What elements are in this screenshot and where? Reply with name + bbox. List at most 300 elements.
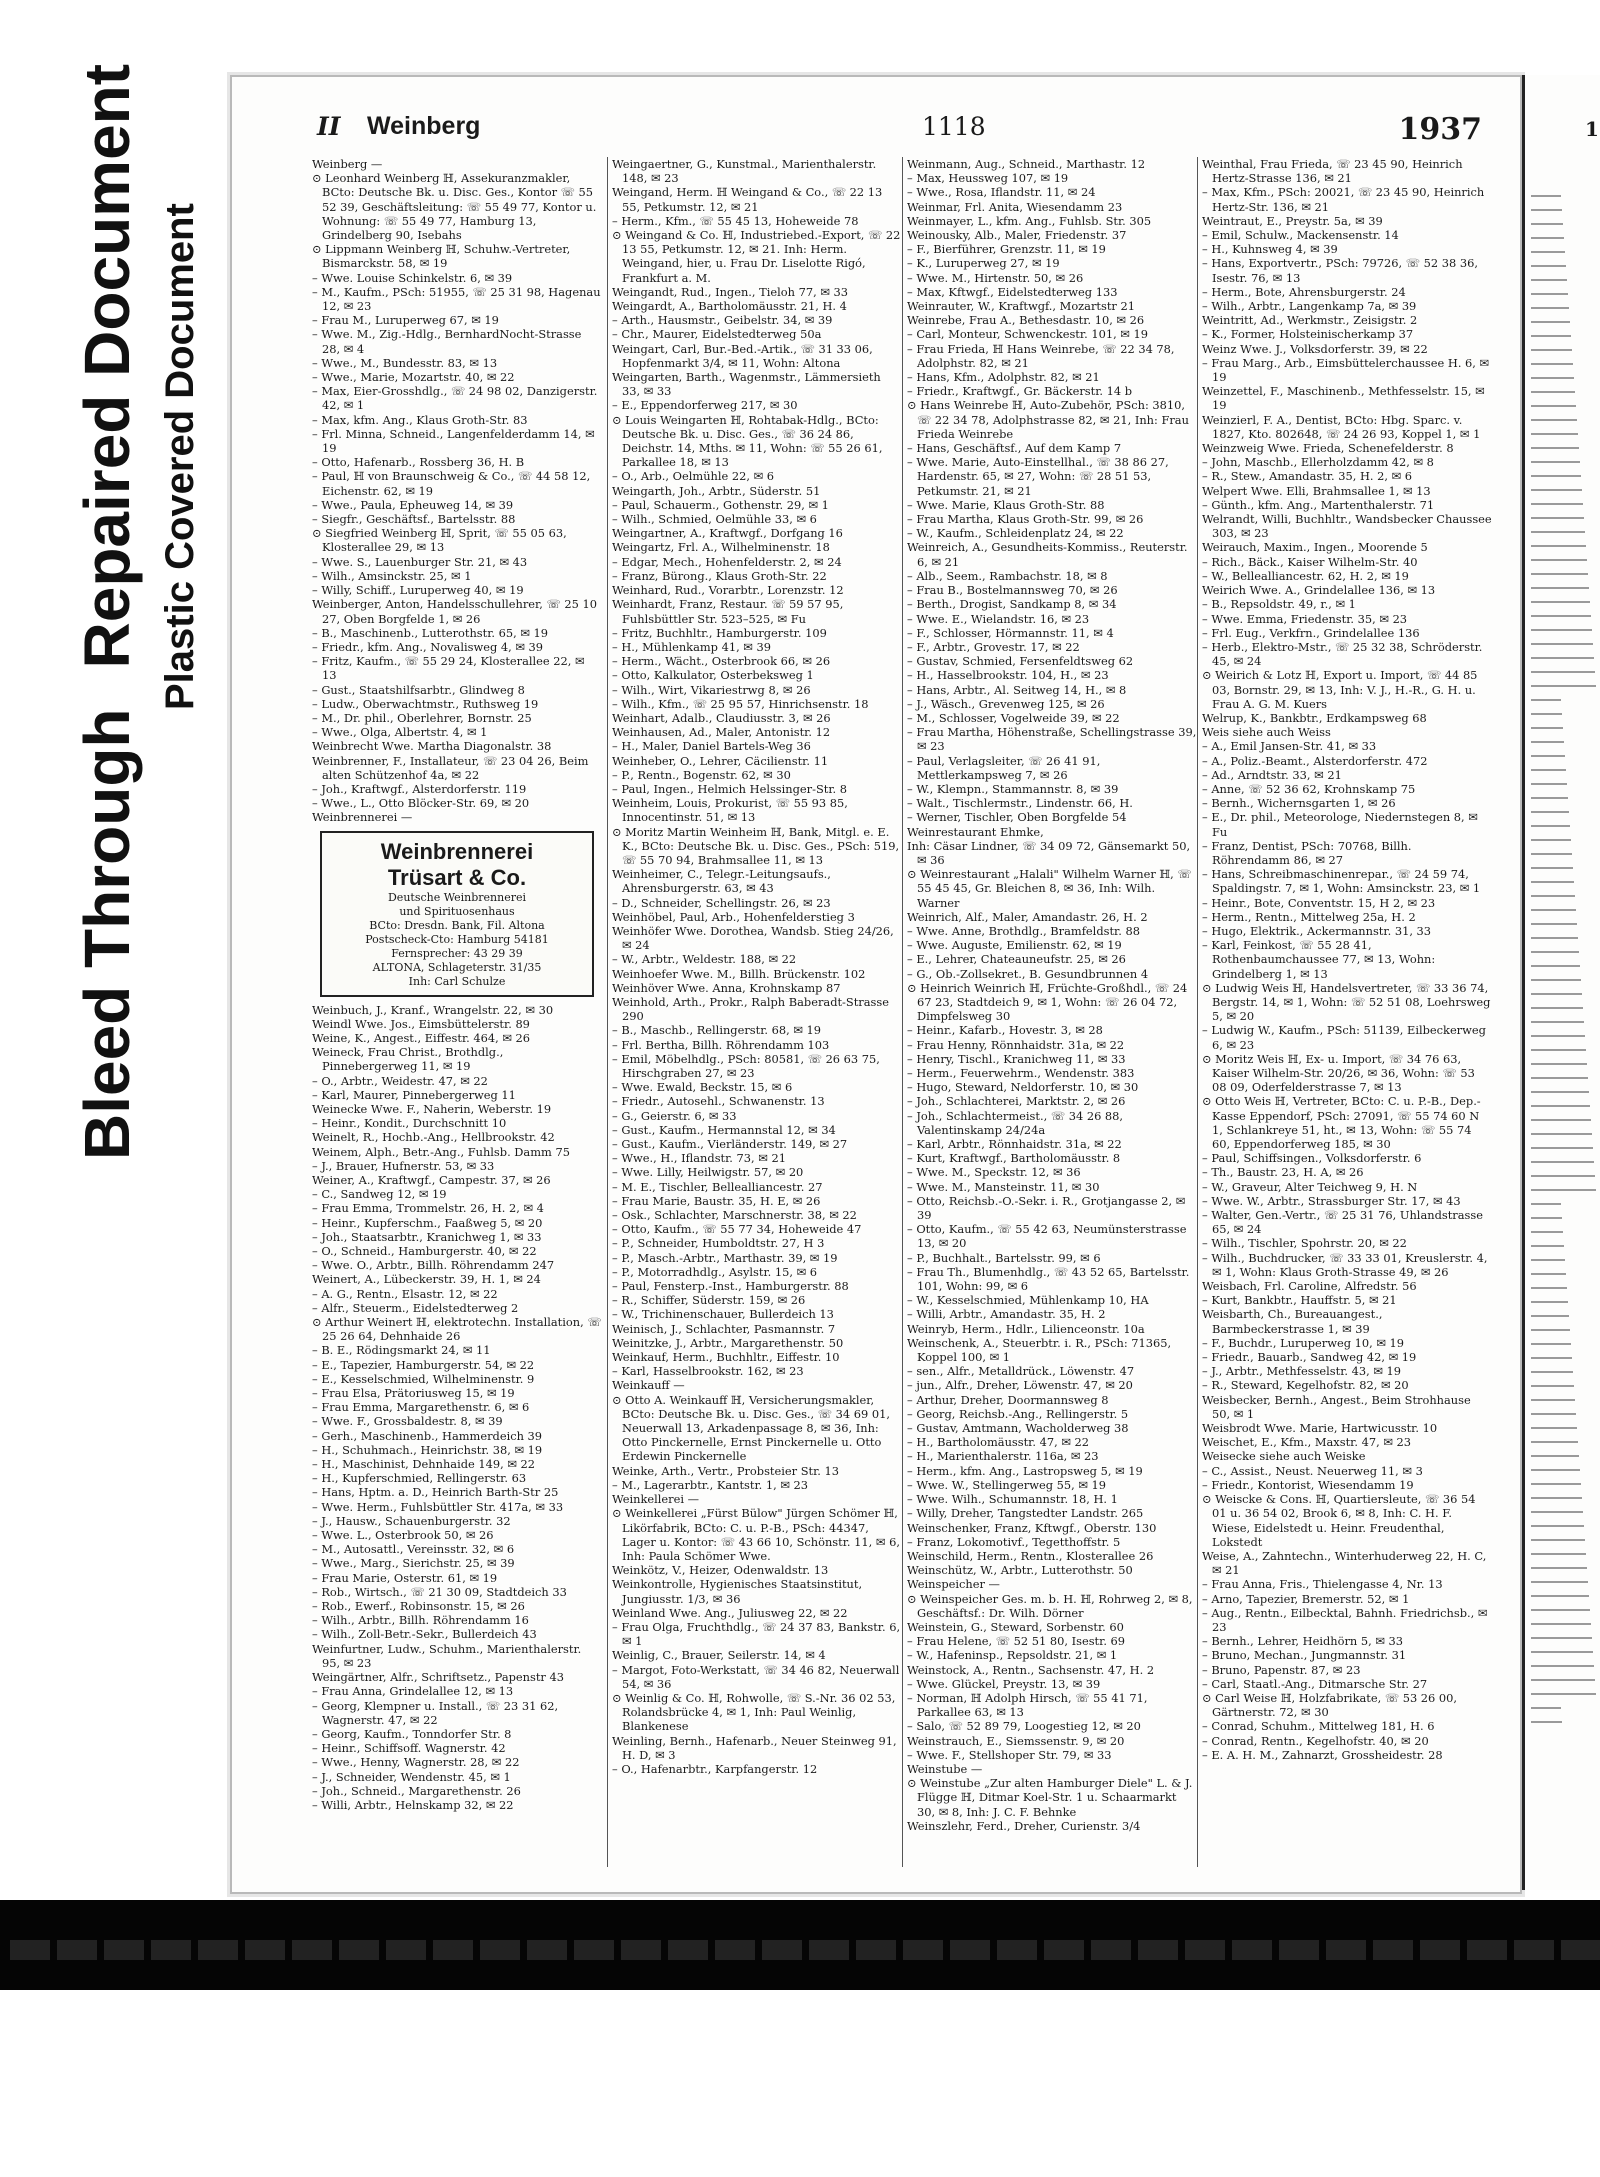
directory-entry: Weinreich, A., Gesundheits-Kommiss., Reuterstr. 6, ✉ 21 [907,540,1188,569]
directory-entry: Weinkötz, V., Heizer, Odenwaldstr. 13 [612,1563,829,1578]
directory-entry: – Karl, Maurer, Pinnebergerweg 11 [312,1087,516,1102]
directory-entry: – Henry, Tischl., Kranichweg 11, ✉ 33 [907,1051,1126,1066]
directory-entry: – Bernh., Wichernsgarten 1, ✉ 26 [1202,796,1396,811]
directory-entry: – Emil, Möbelhdlg., PSch: 80581, ☏ 26 63 75, Hirschgraben 27, ✉ 23 [612,1051,880,1080]
next-page-line [1531,1399,1575,1401]
film-perforation [1232,1940,1272,1960]
next-page-line [1531,573,1588,575]
directory-entry: – Frau M., Luruperweg 67, ✉ 19 [312,313,499,328]
directory-entry: – Heinr., Kafarb., Hovestr. 3, ✉ 28 [907,1023,1103,1038]
directory-entry: – Herm., Feuerwehrm., Wendenstr. 383 [907,1066,1135,1080]
directory-entry: – Hans, Geschäftsf., Auf dem Kamp 7 [907,441,1122,456]
directory-entry: – Conrad, Rentn., Kegelhofstr. 40, ✉ 20 [1202,1733,1429,1748]
directory-entry: – Max, Kfm., PSch: 20021, ☏ 23 45 90, Heinrich Hertz-Str. 136, ✉ 21 [1202,185,1485,214]
directory-entry: Weinzettel, F., Maschinenb., Methfesselstr. 15, ✉ 19 [1202,384,1485,413]
directory-entry: – Friedr., Kraftwgf., Gr. Bäckerstr. 14 b [907,384,1133,399]
scanned-page [230,75,1522,1894]
next-page-line [1531,1021,1584,1023]
directory-entry: – Wwe., Rosa, Iflandstr. 11, ✉ 24 [907,185,1096,200]
next-page-line [1531,1385,1574,1387]
next-page-line [1531,419,1577,421]
directory-entry: Weinrich, Alf., Maler, Amandastr. 26, H. 2 [907,909,1148,924]
directory-entry: – O., Arb., Oelmühle 22, ✉ 6 [612,469,775,484]
film-perforation [386,1940,426,1960]
film-perforation [715,1940,755,1960]
next-page-line [1531,1329,1570,1331]
film-perforation [339,1940,379,1960]
next-page-line [1531,1315,1569,1317]
next-page-line [1531,1007,1583,1009]
directory-entry: – Georg, Klempner u. Install., ☏ 23 31 62, Wagnerstr. 47, ✉ 22 [312,1698,559,1727]
next-page-line [1531,363,1573,365]
next-page-line [1531,979,1581,981]
directory-entry: Weinhoefer Wwe. M., Billh. Brückenstr. 102 [612,966,866,981]
directory-entry: – Paul, Fensterp.-Inst., Hamburgerstr. 88 [612,1279,849,1294]
directory-entry: Weinousky, Alb., Maler, Friedenstr. 37 [907,228,1127,243]
next-page-line [1531,251,1565,253]
film-perforation [1044,1940,1084,1960]
ad-line: Deutsche Weinbrennerei [387,890,527,904]
next-page-line [1531,1343,1571,1345]
film-perforation [1185,1940,1225,1960]
directory-entry: – B., Repsoldstr. 49, r., ✉ 1 [1202,597,1356,612]
directory-entry: – Wwe. M., Speckstr. 12, ✉ 36 [907,1165,1081,1180]
directory-entry: – W., Kaufm., Schleidenplatz 24, ✉ 22 [907,526,1124,541]
next-page-line [1531,279,1567,281]
directory-entry: – Ludw., Oberwachtmstr., Ruthsweg 19 [312,696,539,711]
directory-entry: – Herm., Rentn., Mittelweg 25a, H. 2 [1202,909,1416,924]
next-page-line [1531,867,1573,869]
directory-entry: – J., Schneider, Wendenstr. 45, ✉ 1 [312,1769,511,1784]
side-label-repaired-document: Repaired Document [71,63,143,669]
directory-entry: Weinfurtner, Ludw., Schuhm., Marienthalerstr. 95, ✉ 23 [312,1641,582,1670]
next-page-line [1531,1273,1566,1275]
directory-entry: – Wilh., Buchdrucker, ☏ 33 33 01, Kreuslerstr. 4, ✉ 1, Wohn: Klaus Groth-Strasse 49, ✉ 26 [1202,1250,1488,1279]
directory-entry: Weinstube — [907,1761,983,1776]
directory-entry: – Alfr., Steuerm., Eidelstedterweg 2 [312,1300,519,1315]
directory-entry: Weinspeicher — [907,1577,1000,1592]
next-page-line [1531,1287,1567,1289]
directory-entry: – Wwe. Ewald, Beckstr. 15, ✉ 6 [612,1080,793,1095]
next-page-line [1531,223,1563,225]
film-perforation [1561,1940,1600,1960]
next-page-line [1531,559,1587,561]
next-page-line [1531,1077,1588,1079]
directory-entry: – H., Hasselbrookstr. 104, H., ✉ 23 [907,668,1109,683]
film-perforation [1138,1940,1178,1960]
directory-entry: Weinzweig Wwe. Frieda, Schenefelderstr. 8 [1202,441,1454,456]
directory-entry: – Herm., Bote, Ahrensburgerstr. 24 [1202,284,1406,299]
next-page-line [1531,545,1586,547]
directory-entry: – Frl. Bertha, Billh. Röhrendamm 103 [612,1037,830,1052]
directory-entry: – H., Maschinist, Dehnhaide 149, ✉ 22 [312,1457,536,1472]
directory-entry: – Gerh., Maschinenb., Hammerdeich 39 [312,1428,543,1443]
directory-entry: Weinschild, Herm., Rentn., Klosterallee 26 [907,1548,1154,1563]
directory-entry: ⊙ Carl Weise ℍ, Holzfabrikate, ☏ 53 26 00, Gärtnerstr. 72, ✉ 30 [1202,1690,1458,1720]
next-page-line [1531,1679,1595,1681]
directory-entry: Weingandt, Rud., Ingen., Tieloh 77, ✉ 33 [612,284,848,299]
directory-entry: – Wwe. F., Stellshoper Str. 79, ✉ 33 [907,1747,1112,1762]
directory-entry: Weirauch, Maxim., Ingen., Moorende 5 [1202,540,1428,555]
directory-entry: Weinkauff — [612,1378,685,1393]
directory-entry: – B., Maschinenb., Lutterothstr. 65, ✉ 19 [312,625,549,640]
side-label-secondary [158,203,203,710]
directory-entry: – Max, Eier-Grosshdlg., ☏ 24 98 02, Danzigerstr. 42, ✉ 1 [312,384,598,413]
directory-entry: – Wwe. Marie, Auto-Einstellhal., ☏ 38 86 27, Hardenstr. 65, ✉ 27, Wohn: ☏ 28 51 53, Petkumstr. 21, ✉ 21 [907,455,1169,498]
directory-entry: ⊙ Ludwig Weis ℍ, Handelsvertreter, ☏ 33 36 74, Bergstr. 14, ✉ 1, Wohn: ☏ 52 51 08, Loehrsweg 5, ✉ 20 [1202,980,1491,1024]
next-page-line [1531,909,1576,911]
directory-entry: Weise, A., Zahntechn., Winterhuderweg 22, H. C, ✉ 21 [1202,1548,1487,1578]
directory-entry: – Osk., Schlachter, Marschnerstr. 38, ✉ 22 [612,1208,857,1223]
directory-entry: – Heinr., Schiffsoff. Wagnerstr. 42 [312,1741,506,1756]
directory-entry: – H., Mühlenkamp 41, ✉ 39 [612,639,771,654]
directory-entry: – P., Rentn., Bogenstr. 62, ✉ 30 [612,767,791,782]
next-page-line [1531,1091,1589,1093]
next-page-line [1531,1609,1590,1611]
directory-entry: – R., Steward, Kegelhofstr. 82, ✉ 20 [1202,1378,1409,1393]
film-perforation [903,1940,943,1960]
directory-entry: Weinheber, O., Lehrer, Cäcilienstr. 11 [612,753,829,768]
directory-entry: – Franz, Lokomotivf., Tegetthoffstr. 5 [907,1534,1121,1549]
directory-entry: – Frau Martha, Höhenstraße, Schellingstrasse 39, ✉ 23 [907,725,1197,754]
directory-entry: – Frau Helene, ☏ 52 51 80, Isestr. 69 [907,1634,1126,1649]
directory-entry: – jun., Alfr., Dreher, Löwenstr. 47, ✉ 20 [907,1378,1133,1393]
film-perforation [151,1940,191,1960]
directory-entry: ⊙ Weinrestaurant „Halali" Wilhelm Warner ℍ, ☏ 55 45 45, Gr. Bleichen 8, ✉ 36, Inh: Wilh. Warner [907,867,1192,910]
directory-entry: – Arthur, Dreher, Doormannsweg 8 [907,1392,1109,1407]
directory-entry: ⊙ Weiscke & Cons. ℍ, Quartiersleute, ☏ 36 54 01 u. 36 54 02, Brook 6, ✉ 8, Inh: C. H. F. Wiese, Eidelstedt u. Heinr. Freudenthal, Lokstedt [1202,1492,1476,1549]
next-page-line [1531,1203,1561,1205]
directory-entry: – Friedr., Autosehl., Schwanenstr. 13 [612,1094,825,1109]
directory-entry: Weinem, Alph., Betr.-Ang., Fuhlsb. Damm 75 [312,1144,570,1159]
directory-entry: – Hans, Exportvertr., PSch: 79726, ☏ 52 38 36, Isestr. 76, ✉ 13 [1202,256,1478,285]
directory-entry: – B., Maschb., Rellingerstr. 68, ✉ 19 [612,1023,822,1038]
directory-entry: – Edgar, Mech., Hohenfelderstr. 2, ✉ 24 [612,554,842,569]
next-page-line [1531,741,1564,743]
directory-entry: ⊙ Weinlig & Co. ℍ, Rohwolle, ☏ S.-Nr. 36 02 53, Rolandsbrücke 4, ✉ 1, Inh: Paul Weinlig, Blankenese [612,1690,896,1734]
directory-entry: Weinland Wwe. Ang., Juliusweg 22, ✉ 22 [612,1605,848,1620]
directory-entry: Weinstock, A., Rentn., Sachsenstr. 47, H. 2 [907,1662,1155,1677]
film-perforation [104,1940,144,1960]
directory-entry: – Joh., Schneid., Margarethenstr. 26 [312,1783,521,1798]
directory-entry: – Kurt, Kraftwgf., Bartholomäusstr. 8 [907,1151,1121,1166]
directory-entry: – Siegfr., Geschäftsf., Bartelsstr. 88 [312,512,516,527]
directory-entry: – Bruno, Mechan., Jungmannstr. 31 [1202,1648,1407,1663]
next-page-line [1531,293,1568,295]
next-page-line [1531,517,1584,519]
directory-entry: – Max, Kftwgf., Eidelstedterweg 133 [907,284,1118,299]
directory-entry: – Wwe., Marie, Mozartstr. 40, ✉ 22 [312,370,515,385]
directory-entry: – Heinr., Bote, Conventstr. 15, H 2, ✉ 23 [1202,895,1436,910]
directory-entry: – A., Poliz.-Beamt., Alsterdorferstr. 472 [1202,753,1428,768]
directory-entry: Weinkontrolle, Hygienisches Staatsinstitut, Jungiusstr. 1/3, ✉ 36 [612,1577,863,1606]
next-page-line [1531,1231,1563,1233]
directory-entry: – Norman, ℍ Adolph Hirsch, ☏ 55 41 71, Parkallee 63, ✉ 13 [907,1690,1148,1720]
directory-entry: Welrandt, Willi, Buchhltr., Wandsbecker Chaussee 303, ✉ 23 [1202,512,1492,541]
directory-entry: Weinlig, C., Brauer, Seilerstr. 14, ✉ 4 [612,1648,826,1663]
directory-entry: – Wwe., L., Otto Blöcker-Str. 69, ✉ 20 [312,796,530,811]
directory-entry: – W., Bellealliancestr. 62, H. 2, ✉ 19 [1202,568,1409,583]
directory-entry: – Max, kfm. Ang., Klaus Groth-Str. 83 [312,412,528,427]
directory-entry: – Joh., Kraftwgf., Alsterdorferstr. 119 [312,781,527,796]
directory-entry: – O., Schneid., Hamburgerstr. 40, ✉ 22 [312,1244,537,1258]
directory-entry: Weingarth, Joh., Arbtr., Süderstr. 51 [612,483,821,498]
directory-entry: – Paul, Ingen., Helmich Helssinger-Str. 8 [612,781,848,796]
next-page-line [1531,601,1590,603]
directory-entry: – Margot, Foto-Werkstatt, ☏ 34 46 82, Neuerwall 54, ✉ 36 [612,1662,900,1691]
directory-entry: ⊙ Otto Weis ℍ, Vertreter, BCto: C. u. P.-B., Dep.-Kasse Eppendorf, PSch: 27091, ☏ 55 74 60 N 1, Schlankreye 51, ht., ✉ 13, Wohn: ☏ 55 74 60, Eppendorferweg 185, ✉ 30 [1202,1094,1481,1152]
directory-entry: – M., Autosattl., Vereinsstr. 32, ✉ 6 [312,1542,515,1557]
directory-entry: – Joh., Schlachtermeist., ☏ 34 26 88, Valentinskamp 24/24a [907,1108,1124,1137]
next-page-line [1531,1161,1594,1163]
directory-entry: Weinhöver Wwe. Anna, Krohnskamp 87 [612,980,841,995]
film-perforation [762,1940,802,1960]
directory-entry: – Max, Heussweg 107, ✉ 19 [907,171,1069,186]
directory-entry: – Herb., Elektro-Mstr., ☏ 25 32 38, Schröderstr. 45, ✉ 24 [1202,639,1483,669]
next-page-line [1531,1721,1562,1723]
directory-entry: – Gustav, Schmied, Fersenfeldtsweg 62 [907,654,1134,669]
directory-entry: Weinhausen, Ad., Maler, Antonistr. 12 [612,725,831,740]
directory-entry: Weinberger, Anton, Handelsschullehrer, ☏ 25 10 27, Oben Borgfelde 1, ✉ 26 [312,597,597,626]
directory-entry: ⊙ Louis Weingarten ℍ, Rohtabak-Hdlg., BCto: Deutsche Bk. u. Disc. Ges., ☏ 36 24 86, Deichstr. 14, Mths. ✉ 11, Wohn: ☏ 55 26 61, Parkallee 18, ✉ 13 [612,412,883,470]
directory-entry: Weingärtner, Alfr., Schriftsetz., Papenstr 43 [312,1670,564,1685]
next-page-line [1531,713,1562,715]
directory-entry: – Berth., Drogist, Sandkamp 8, ✉ 34 [907,597,1117,612]
film-perforation [668,1940,708,1960]
directory-entry: – Friedr., Kontorist, Wiesendamm 19 [1202,1477,1414,1492]
directory-entry: – E., Tapezier, Hamburgerstr. 54, ✉ 22 [312,1357,535,1372]
directory-entry: – E., Kesselschmied, Wilhelminenstr. 9 [312,1371,535,1386]
film-perforation [856,1940,896,1960]
directory-entry: – A., Emil Jansen-Str. 41, ✉ 33 [1202,739,1377,754]
directory-entry: – Wwe. L., Osterbrook 50, ✉ 26 [312,1528,494,1543]
directory-entry: – Frau Elsa, Prätoriusweg 15, ✉ 19 [312,1386,515,1401]
directory-entry: – R., Schiffer, Süderstr. 159, ✉ 26 [612,1293,806,1308]
next-page-line [1531,825,1570,827]
directory-entry: – Rich., Bäck., Kaiser Wilhelm-Str. 40 [1202,554,1418,569]
directory-entry: – Bernh., Lehrer, Heidhörn 5, ✉ 33 [1202,1634,1404,1649]
film-perforation [198,1940,238,1960]
directory-entry: – Carl, Monteur, Schwenckestr. 101, ✉ 19 [907,327,1148,342]
ad-title-2: Trüsart & Co. [387,864,527,890]
next-page-line [1531,1483,1581,1485]
next-page-line [1531,965,1580,967]
film-perforation [621,1940,661,1960]
directory-entry: – Wwe. Herm., Fuhlsbüttler Str. 417a, ✉ 33 [312,1499,564,1514]
directory-entry: – Wwe. F., Grossbaldestr. 8, ✉ 39 [312,1414,503,1429]
directory-entry: – Willy, Dreher, Tangstedter Landstr. 265 [907,1506,1144,1521]
directory-entry: – H., Kupferschmied, Rellingerstr. 63 [312,1471,527,1486]
next-page-line [1531,307,1569,309]
directory-entry: – W., Hafeninsp., Repsoldstr. 21, ✉ 1 [907,1648,1118,1663]
next-page-line [1531,503,1583,505]
directory-entry: – Alb., Seem., Rambachstr. 18, ✉ 8 [907,568,1108,583]
next-page-line [1531,335,1571,337]
film-perforation [1467,1940,1507,1960]
directory-entry: – W., Klempn., Stammannstr. 8, ✉ 39 [907,781,1119,796]
directory-entry: Weingart, Carl, Bur.-Bed.-Artik., ☏ 31 33 06, Hopfenmarkt 3/4, ✉ 11, Wohn: Altona [612,341,873,370]
next-page-line [1531,1413,1576,1415]
next-page-line [1531,1189,1596,1191]
next-page-line [1531,1525,1584,1527]
directory-entry: Weinhardt, Franz, Restaur. ☏ 59 57 95, Fuhlsbüttler Str. 523–525, ✉ Fu [612,597,844,626]
directory-entry: Weinbrennerei — [312,810,413,825]
next-page-line [1531,1147,1593,1149]
directory-entry: – Frau Emma, Trommelstr. 26, H. 2, ✉ 4 [312,1201,544,1216]
directory-entry: – C., Assist., Neust. Neuerweg 11, ✉ 3 [1202,1463,1423,1478]
directory-entry: – Fritz, Buchhltr., Hamburgerstr. 109 [612,625,827,640]
next-page-line [1531,1637,1592,1639]
directory-entry: – J., Brauer, Hufnerstr. 53, ✉ 33 [312,1158,495,1173]
side-label-plastic-covered: Plastic Covered Document [158,203,202,710]
next-page-text-lines [1531,195,1597,1735]
directory-entry: – Herm., Wächt., Osterbrook 66, ✉ 26 [612,654,831,669]
next-page-line [1531,265,1566,267]
directory-entry: ⊙ Arthur Weinert ℍ, elektrotechn. Installation, ☏ 25 26 64, Dehnhaide 26 [312,1315,602,1344]
directory-entry: ⊙ Weinspeicher Ges. m. b. H. ℍ, Rohrweg 2, ✉ 8, Geschäftsf.: Dr. Wilh. Dörner [907,1591,1193,1620]
next-page-line [1531,853,1572,855]
directory-entry: – Wwe., Paula, Epheuweg 14, ✉ 39 [312,497,514,512]
directory-entry: – Wwe. S., Lauenburger Str. 21, ✉ 43 [312,554,528,569]
directory-entry: – W., Kesselschmied, Mühlenkamp 10, HA [907,1293,1149,1308]
directory-entry: – Carl, Staatl.-Ang., Ditmarsche Str. 27 [1202,1676,1428,1691]
next-page-line [1531,1035,1585,1037]
next-page-line [1531,811,1569,813]
directory-entry: – Heinr., Kondit., Durchschnitt 10 [312,1116,507,1131]
film-perforation [1091,1940,1131,1960]
directory-entry: ⊙ Hans Weinrebe ℍ, Auto-Zubehör, PSch: 3810, ☏ 22 34 78, Adolphstrasse 82, ✉ 21, Inh: Frau Frieda Weinrebe [907,398,1189,441]
directory-entry: – F., Arbtr., Grovestr. 17, ✉ 22 [907,639,1080,654]
next-page-line [1531,1595,1589,1597]
directory-entry: – Frau Emma, Margarethenstr. 6, ✉ 6 [312,1400,530,1415]
directory-entry: Weingaertner, G., Kunstmal., Marienthalerstr. 148, ✉ 23 [612,157,877,186]
directory-entry: – Günth., kfm. Ang., Martenthalerstr. 71 [1202,497,1435,512]
directory-entry: Weinz Wwe. J., Volksdorferstr. 39, ✉ 22 [1202,341,1428,356]
directory-entry: – Gust., Kaufm., Hermannstal 12, ✉ 34 [612,1122,836,1137]
directory-entry: – Wilh., Arbtr., Langenkamp 7a, ✉ 39 [1202,299,1417,314]
directory-entry: – O., Hafenarbtr., Karpfangerstr. 12 [612,1761,818,1776]
next-page-line [1531,447,1579,449]
directory-entry: – Hans, Schreibmaschinenrepar., ☏ 24 59 74, Spaldingstr. 7, ✉ 1, Wohn: Amsinckstr. 23, ✉ 1 [1202,867,1481,896]
next-page-line [1531,881,1574,883]
directory-entry: – R., Stew., Amandastr. 35, H. 2, ✉ 6 [1202,469,1413,484]
film-perforation [292,1940,332,1960]
film-perforation [1514,1940,1554,1960]
directory-entry: – Wwe. Wilh., Schumannstr. 18, H. 1 [907,1492,1118,1507]
directory-entry: Weingartz, Frl. A., Wilhelminenstr. 18 [612,540,830,555]
directory-entry: – H., Bartholomäusstr. 47, ✉ 22 [907,1435,1090,1450]
directory-entry: – W., Arbtr., Weldestr. 188, ✉ 22 [612,952,797,967]
directory-entry: – Karl, Hasselbrookstr. 162, ✉ 23 [612,1364,804,1379]
directory-entry: – E., Lehrer, Chateauneufstr. 25, ✉ 26 [907,952,1126,967]
advertisement-box [320,831,594,997]
next-page-line [1531,1567,1587,1569]
directory-entry: – Otto, Kaufm., ☏ 55 42 63, Neumünsterstrasse 13, ✉ 20 [907,1222,1187,1251]
side-label-bleed-through: Bleed Through [71,708,143,1160]
directory-entry: Weinrestaurant Ehmke, [907,824,1044,839]
directory-entry: – Ludwig W., Kaufm., PSch: 51139, Eilbeckerweg 6, ✉ 23 [1202,1023,1486,1052]
directory-entry: – Georg, Kaufm., Tonndorfer Str. 8 [312,1726,512,1741]
next-page-line [1531,1581,1588,1583]
directory-entry: – P., Buchhalt., Bartelsstr. 99, ✉ 6 [907,1250,1101,1265]
next-page-line [1531,1427,1577,1429]
directory-entry: ⊙ Otto A. Weinkauff ℍ, Versicherungsmakler, BCto: Deutsche Bk. u. Disc. Ges., ☏ 34 69 01, Neuerwall 13, Arkadenpassage 8, ✉ 36, Inh: Otto Pinckernelle, Ernst Pinckernelle u. Otto Erdewin Pinckernelle [612,1392,890,1464]
directory-entry: – Frau Anna, Grindelallee 12, ✉ 13 [312,1684,514,1699]
directory-entry: Weisbach, Frl. Caroline, Alfredstr. 56 [1202,1279,1417,1294]
film-perforation [997,1940,1037,1960]
directory-entry: – Th., Baustr. 23, H. A, ✉ 26 [1202,1165,1364,1180]
directory-entry: ⊙ Lippmann Weinberg ℍ, Schuhw.-Vertreter, Bismarckstr. 58, ✉ 19 [312,242,571,271]
directory-entry: Weinhöfer Wwe. Dorothea, Wandsb. Stieg 24/26, ✉ 24 [612,923,894,953]
directory-entry: Weinisch, J., Schlachter, Pasmannstr. 7 [612,1321,836,1336]
directory-entry: – E. A. H. M., Zahnarzt, Grossheidestr. 28 [1202,1747,1443,1762]
directory-entry: – Anne, ☏ 52 36 62, Krohnskamp 75 [1202,781,1416,796]
directory-entry: Weindl Wwe. Jos., Eimsbüttelerstr. 89 [312,1016,530,1031]
next-page-line [1531,1511,1583,1513]
next-page-header-fragment: 1 [1585,117,1599,141]
next-page-line [1531,797,1568,799]
directory-entry: Weinmayer, L., kfm. Ang., Fuhlsb. Str. 305 [907,213,1152,228]
directory-entry: – Gust., Staatshilfsarbtr., Glindweg 8 [312,682,525,697]
next-page-line [1531,405,1576,407]
directory-entry: Inh: Cäsar Lindner, ☏ 34 09 72, Gänsemarkt 50, ✉ 36 [907,838,1191,867]
directory-entry: – Franz, Dentist, PSch: 70768, Billh. Röhrendamm 86, ✉ 27 [1202,838,1412,867]
directory-entry: – M., Dr. phil., Oberlehrer, Bornstr. 25 [312,710,532,725]
next-page-line [1531,1441,1578,1443]
next-page-line [1531,1371,1573,1373]
next-page-line [1531,839,1571,841]
directory-entry: ⊙ Leonhard Weinberg ℍ, Assekuranzmakler, BCto: Deutsche Bk. u. Disc. Ges., Kontor ☏ 55 52 39, Geschäftsleitung: ☏ 55 49 77, Kontor u. Wohnung: ☏ 55 49 77, Hamburg 13, Grindelberg 90, Isebahs [312,171,597,243]
next-page-line [1531,209,1562,211]
next-page-line [1531,237,1564,239]
film-perforation [245,1940,285,1960]
next-page-line [1531,923,1577,925]
directory-entry: – Wwe., M., Bundesstr. 83, ✉ 13 [312,355,498,370]
ad-title-1: Weinbrennerei [380,838,534,864]
directory-entry: – Frau Marie, Osterstr. 61, ✉ 19 [312,1570,498,1585]
next-page-line [1531,1105,1590,1107]
directory-entry: – F., Schlosser, Hörmannstr. 11, ✉ 4 [907,625,1114,640]
directory-entry: – Wwe. E., Wielandstr. 16, ✉ 23 [907,611,1090,626]
directory-entry: Weinzierl, F. A., Dentist, BCto: Hbg. Sparc. v. 1827, Kto. 802648, ☏ 24 26 93, Koppel 1, ✉ 1 [1202,412,1481,441]
directory-entry: – J., Wäsch., Grevenweg 125, ✉ 26 [907,696,1105,711]
page-title: Weinberg [367,112,481,140]
film-perforation [1326,1940,1366,1960]
directory-entry: – Wwe. Lilly, Heilwigstr. 57, ✉ 20 [612,1165,804,1180]
directory-entry: – E., Dr. phil., Meteorologe, Niedernstegen 8, ✉ Fu [1202,810,1478,839]
directory-entry: Weiner, A., Kraftwgf., Campestr. 37, ✉ 26 [312,1172,551,1187]
film-strip-border [0,1900,1600,1990]
directory-entry: – Wilh., Arbtr., Billh. Röhrendamm 16 [312,1613,529,1628]
directory-entry: – D., Schneider, Schellingstr. 26, ✉ 23 [612,895,831,910]
directory-entry: – Chr., Maurer, Eidelstedterweg 50a [612,327,822,342]
column-1 [312,157,602,1867]
next-page-line [1531,433,1578,435]
directory-entry: Weinstrauch, E., Siemssenstr. 9, ✉ 20 [907,1733,1125,1748]
directory-entry: – Wwe. W., Arbtr., Strassburger Str. 17, ✉ 43 [1202,1193,1461,1208]
next-page-line [1531,1217,1562,1219]
volume-number: II [317,112,341,141]
directory-entry: – Frau Martha, Klaus Groth-Str. 99, ✉ 26 [907,512,1144,527]
directory-entry: – M., Lagerarbtr., Kantstr. 1, ✉ 23 [612,1477,809,1492]
directory-entry: Weintraut, E., Preystr. 5a, ✉ 39 [1202,213,1383,228]
next-page-line [1531,727,1563,729]
directory-entry: – Frl. Eug., Verkfrn., Grindelallee 136 [1202,625,1420,640]
ad-line: ALTONA, Schlageterstr. 31/35 [372,960,542,974]
next-page-line [1531,489,1582,491]
directory-entry: Weinschenk, A., Steuerbtr. i. R., PSch: 71365, Koppel 100, ✉ 1 [907,1335,1172,1365]
directory-entry: Weineck, Frau Christ., Brothdlg., Pinnebergerweg 11, ✉ 19 [312,1045,504,1074]
